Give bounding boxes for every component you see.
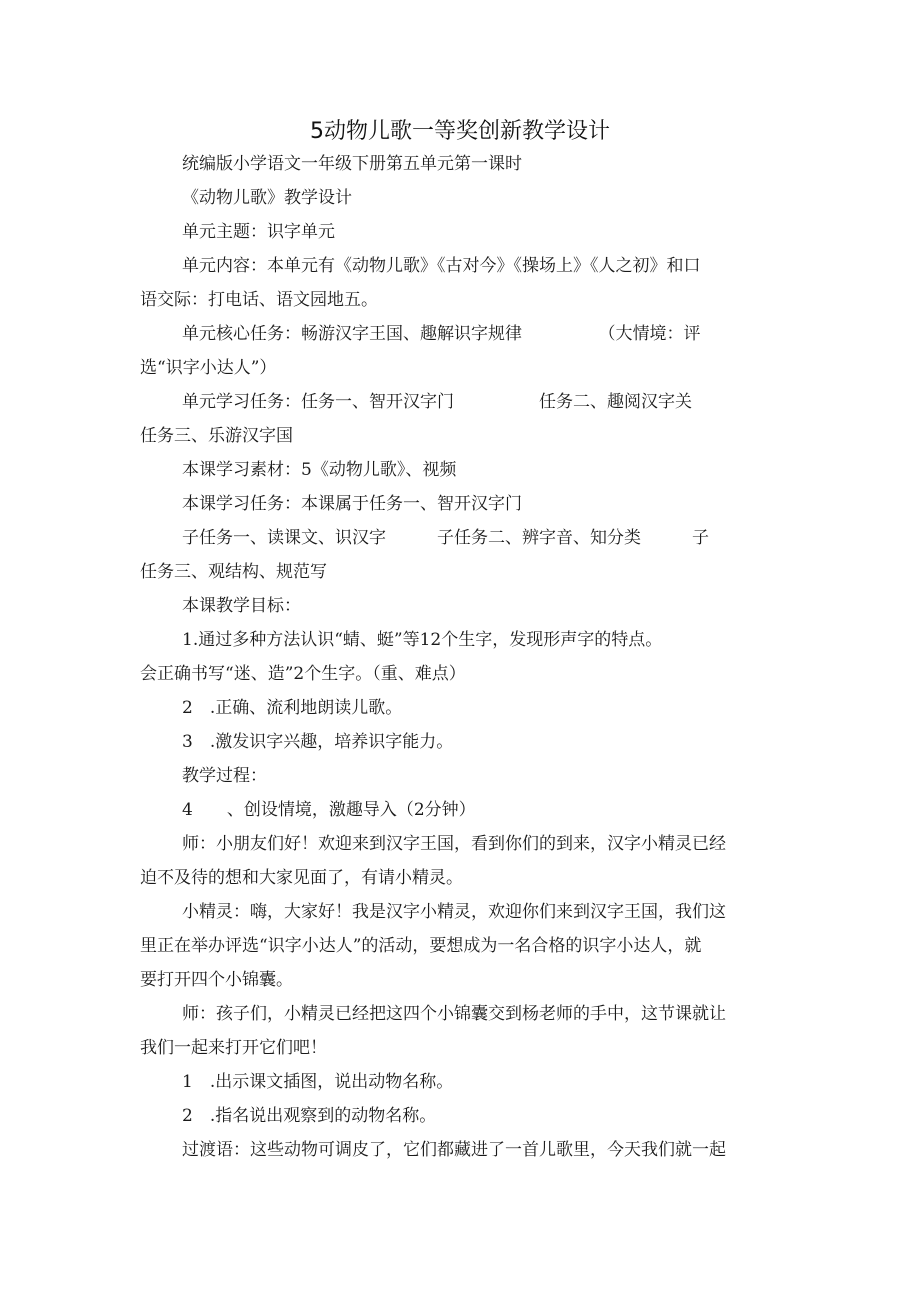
text-line: 教学过程： [182,766,267,786]
text-line: 要打开四个小锦囊。 [140,970,293,990]
text-line: 小精灵：嗨，大家好！我是汉字小精灵，欢迎你们来到汉字王国，我们这 [182,902,726,922]
text-line: 迫不及待的想和大家见面了，有请小精灵。 [140,868,463,888]
text-line: 1 .出示课文插图，说出动物名称。 [182,1072,454,1092]
text-line: 师：小朋友们好！欢迎来到汉字王国，看到你们的到来，汉字小精灵已经 [182,834,726,854]
text-line: 统编版小学语文一年级下册第五单元第一课时 [182,154,522,174]
text-line: 本课学习素材：5《动物儿歌》、视频 [182,460,457,480]
text-line: 师：孩子们，小精灵已经把这四个小锦囊交到杨老师的手中，这节课就让 [182,1004,726,1024]
text-line: 选“识字小达人”） [140,358,277,378]
text-line: 单元主题：识字单元 [182,222,335,242]
text-line: 本课教学目标： [182,596,301,616]
text-line: 本课学习任务：本课属于任务一、智开汉字门 [182,494,522,514]
text-line: 3 .激发识字兴趣，培养识字能力。 [182,732,454,752]
text-line: 里正在举办评选“识字小达人”的活动，要想成为一名合格的识字小达人，就 [140,936,702,956]
text-line: 《动物儿歌》教学设计 [182,188,352,208]
text-line: 任务三、观结构、规范写 [140,562,327,582]
document-title: 5动物儿歌一等奖创新教学设计 [310,119,610,144]
text-line: 子任务一、读课文、识汉字 子任务二、辨字音、知分类 子 [182,528,709,548]
text-line: 我们一起来打开它们吧！ [140,1038,327,1058]
text-line: 4 、创设情境，激趣导入（2分钟） [182,800,476,820]
text-line: 会正确书写“迷、造”2个生字。（重、难点） [140,664,466,684]
text-line: 任务三、乐游汉字国 [140,426,293,446]
text-line: 单元内容：本单元有《动物儿歌》《古对今》《操场上》《人之初》和口 [182,256,701,276]
text-line: 单元学习任务：任务一、智开汉字门 任务二、趣阅汉字关 [182,392,692,412]
text-line: 1.通过多种方法认识“蜻、蜓”等12个生字，发现形声字的特点。 [182,630,663,650]
text-line: 单元核心任务：畅游汉字王国、趣解识字规律 （大情境：评 [182,324,701,344]
text-line: 2 .正确、流利地朗读儿歌。 [182,698,403,718]
text-line: 语交际：打电话、语文园地五。 [140,290,378,310]
text-line: 过渡语：这些动物可调皮了，它们都藏进了一首儿歌里，今天我们就一起 [182,1140,726,1160]
text-line: 2 .指名说出观察到的动物名称。 [182,1106,437,1126]
